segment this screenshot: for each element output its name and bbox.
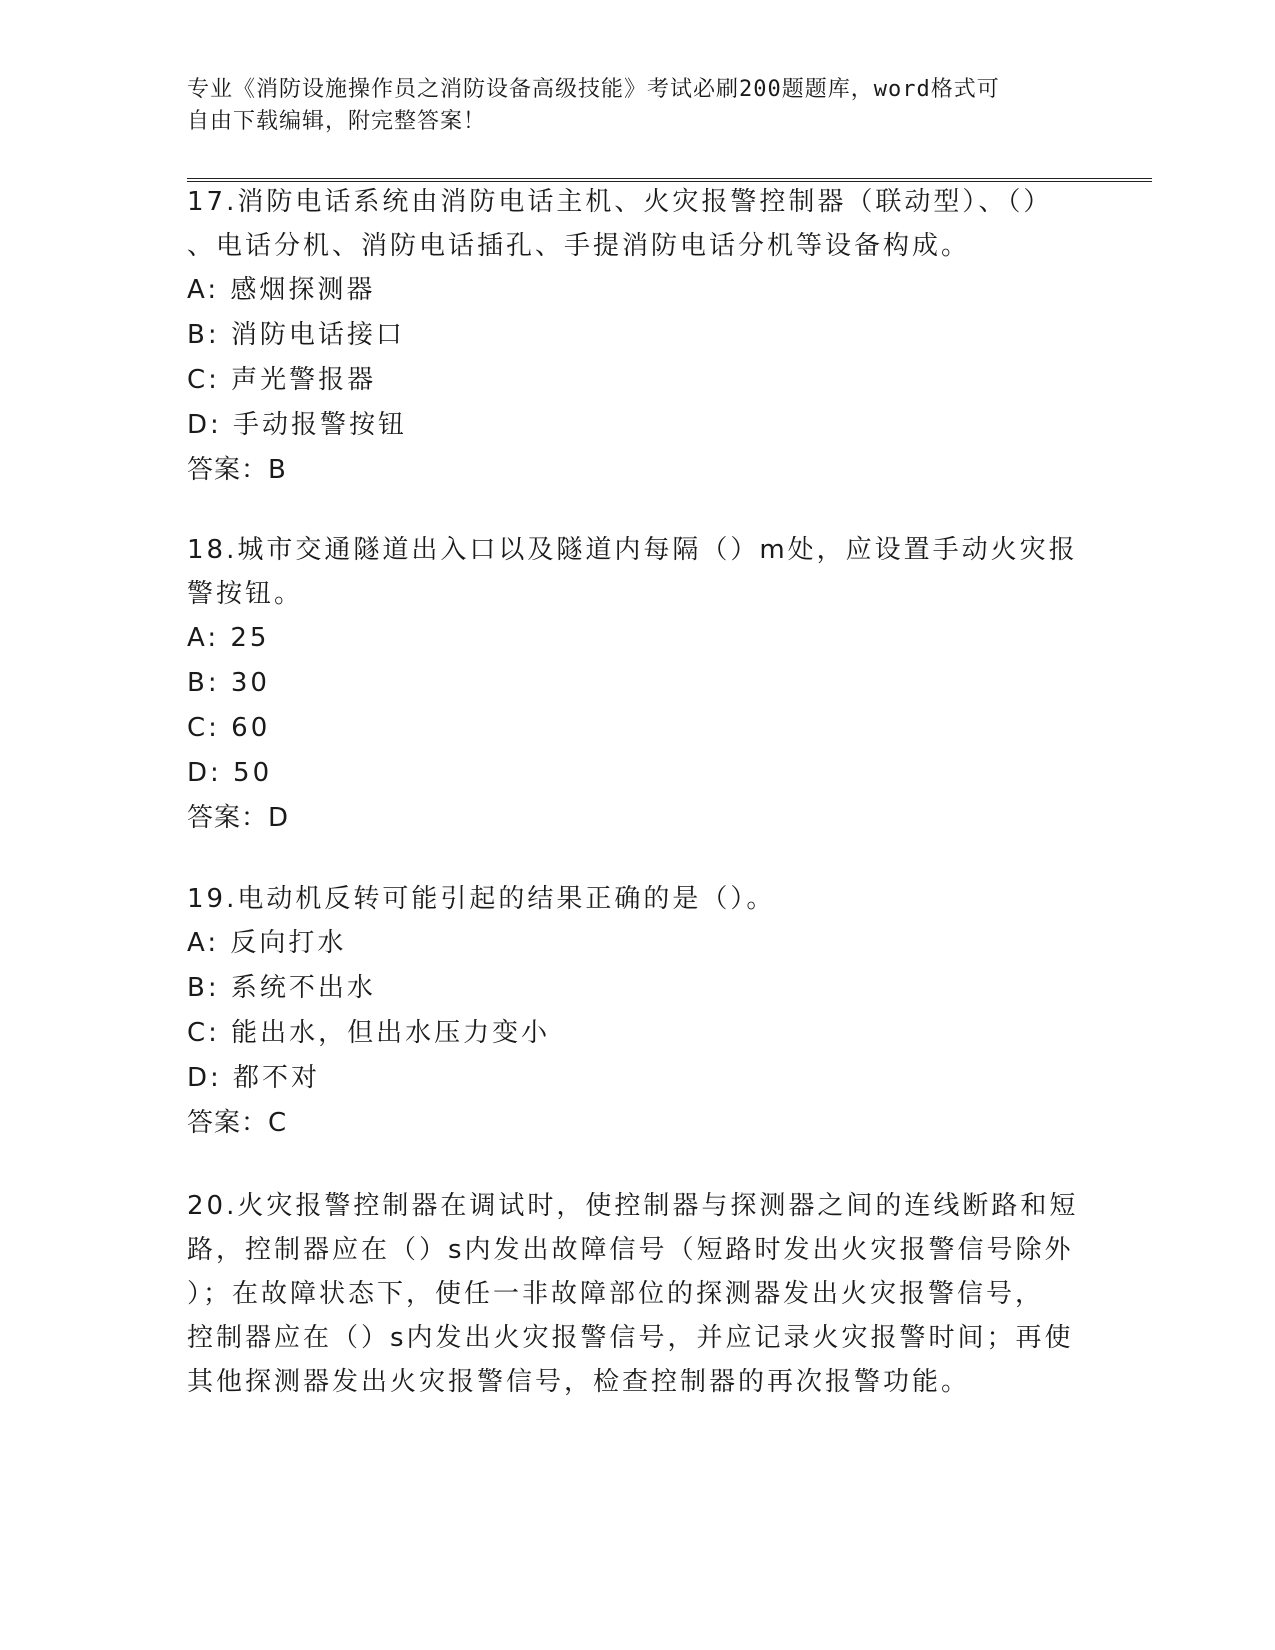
- option-c: C: 声光警报器: [187, 365, 377, 395]
- document-header: [187, 74, 1067, 138]
- question-stem-line: 、电话分机、消防电话插孔、手提消防电话分机等设备构成。: [187, 231, 971, 261]
- answer: 答案：D: [187, 803, 290, 833]
- question-stem-line: 18.城市交通隧道出入口以及隧道内每隔（）m处，应设置手动火灾报: [187, 535, 1078, 565]
- option-b: B: 30: [187, 668, 270, 698]
- question-stem-line: 路，控制器应在（）s内发出故障信号（短路时发出火灾报警信号除外: [187, 1235, 1074, 1265]
- question-19: [187, 877, 1087, 1146]
- option-d: D: 都不对: [187, 1063, 321, 1093]
- option-d: D: 手动报警按钮: [187, 410, 408, 440]
- header-line-2: 自由下载编辑，附完整答案！: [187, 109, 487, 134]
- question-20: [187, 1184, 1087, 1404]
- option-b: B: 消防电话接口: [187, 320, 405, 350]
- question-stem-line: ）；在故障状态下，使任一非故障部位的探测器发出火灾报警信号，: [187, 1279, 1045, 1309]
- question-stem-line: 19.电动机反转可能引起的结果正确的是（）。: [187, 884, 776, 914]
- question-stem-line: 20.火灾报警控制器在调试时，使控制器与探测器之间的连线断路和短: [187, 1191, 1079, 1221]
- option-b: B: 系统不出水: [187, 973, 376, 1003]
- answer: 答案：B: [187, 455, 287, 485]
- option-c: C: 60: [187, 713, 271, 743]
- question-17: [187, 180, 1087, 493]
- question-18: [187, 528, 1087, 841]
- option-d: D: 50: [187, 758, 273, 788]
- option-a: A: 反向打水: [187, 928, 347, 958]
- answer: 答案：C: [187, 1108, 288, 1138]
- option-c: C: 能出水，但出水压力变小: [187, 1018, 551, 1048]
- question-stem-line: 控制器应在（）s内发出火灾报警信号，并应记录火灾报警时间；再使: [187, 1323, 1074, 1353]
- option-a: A: 感烟探测器: [187, 275, 376, 305]
- question-stem-line: 警按钮。: [187, 579, 304, 609]
- question-stem-line: 17.消防电话系统由消防电话主机、火灾报警控制器（联动型）、（）: [187, 187, 1053, 217]
- question-stem-line: 其他探测器发出火灾报警信号，检查控制器的再次报警功能。: [187, 1367, 971, 1397]
- header-line-1: 专业《消防设施操作员之消防设备高级技能》考试必刷200题题库，word格式可: [187, 77, 1000, 102]
- option-a: A: 25: [187, 623, 270, 653]
